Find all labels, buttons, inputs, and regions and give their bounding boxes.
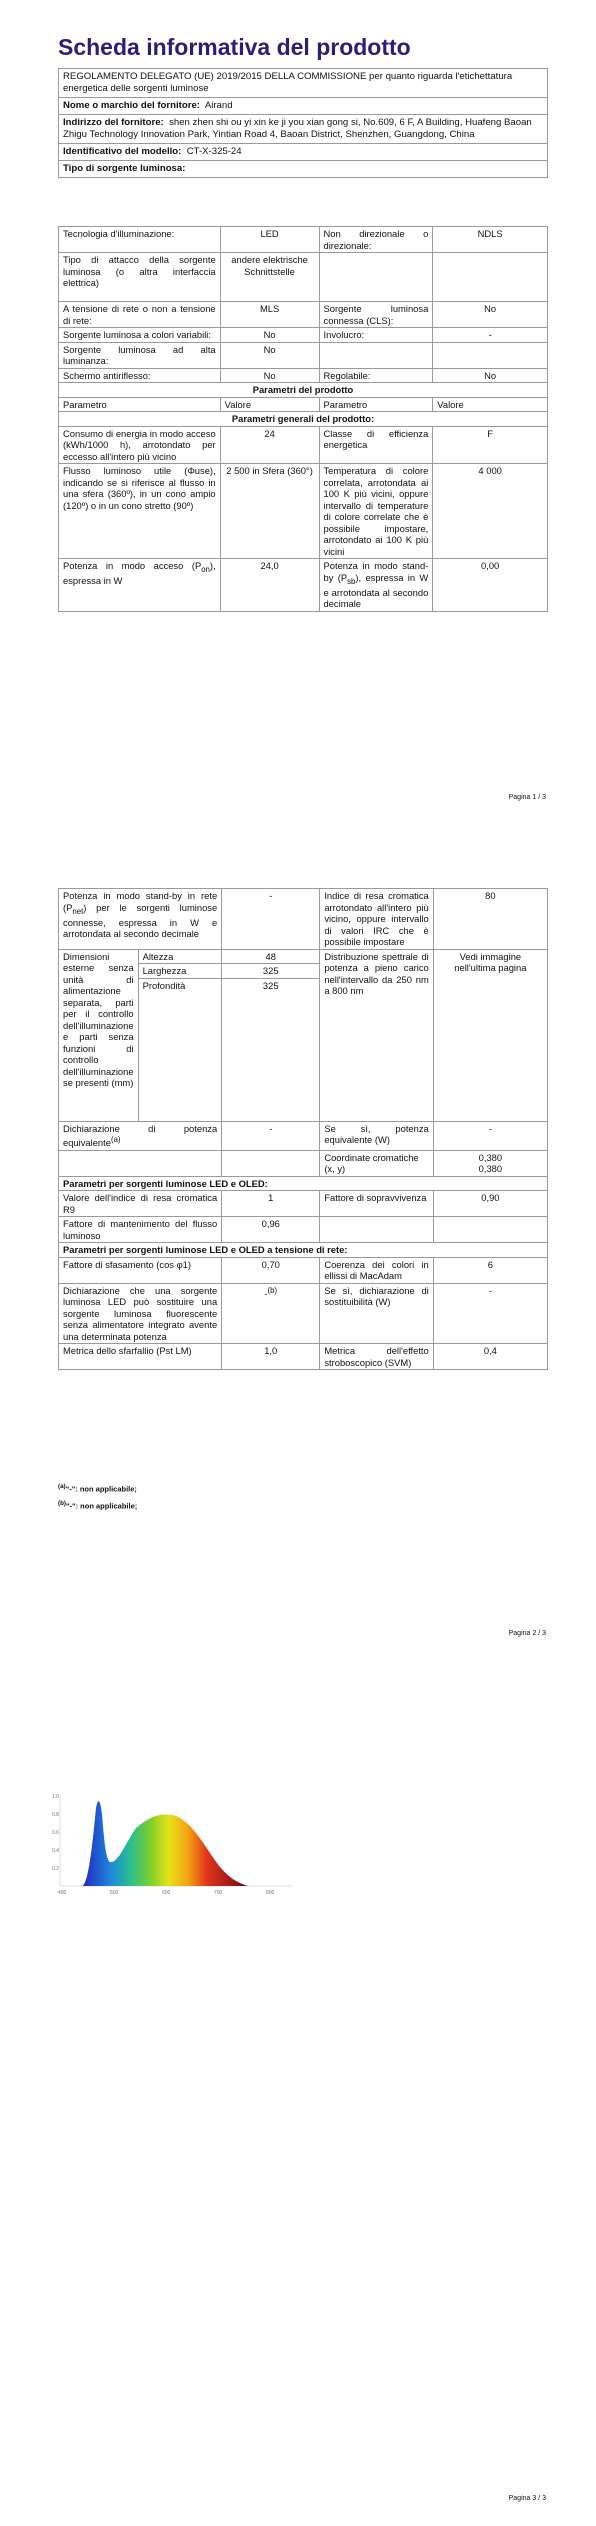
supplier-name: Airand <box>204 100 233 111</box>
page-number: Pagina 3 / 3 <box>508 2495 546 2502</box>
cell: No <box>433 302 548 328</box>
section-title: Parametri per sorgenti luminose LED e OLED a tensione di rete: <box>59 1243 548 1258</box>
cell-text: Potenza in modo acceso (P <box>63 560 202 571</box>
cell: 0,70 <box>222 1257 320 1283</box>
column-header: Parametro <box>319 397 433 412</box>
cell: - <box>433 328 548 343</box>
cell: 4 000 <box>433 464 548 559</box>
cell <box>59 1121 222 1150</box>
cell-text: ) per le sorgenti luminose connesse, espressa in W e arrotondata al secondo decimale <box>63 901 218 940</box>
cell: Fattore di mantenimento del flusso luminoso <box>59 1217 222 1243</box>
table-row <box>59 1121 548 1150</box>
cell: Distribuzione spettrale di potenza a pieno carico nell'intervallo da 250 nm a 800 nm <box>320 949 433 1121</box>
table-row <box>59 1257 548 1283</box>
cell <box>433 1217 547 1243</box>
cell: 48 <box>222 949 320 964</box>
cell: Dichiarazione che una sorgente luminosa LED può sostituire una sorgente luminosa fluorescente senza alimentatore integrato avente una determinata potenza <box>59 1283 222 1344</box>
supplier-address-label: Indirizzo del fornitore: <box>63 117 164 128</box>
cell: 2 500 in Sfera (360°) <box>220 464 319 559</box>
cell: F <box>433 426 548 464</box>
cell: No <box>220 368 319 383</box>
cell: 24 <box>220 426 319 464</box>
cell: LED <box>220 227 319 253</box>
cell-text: Potenza in modo stand-by in rete (P <box>63 890 218 913</box>
x-axis-ticks <box>58 1890 275 1896</box>
spectral-distribution-image <box>52 1790 302 1900</box>
page-1 <box>0 0 596 820</box>
cell-text: Potenza in modo stand-by (P <box>323 560 429 583</box>
table-row <box>59 368 548 383</box>
footnote-b <box>58 1500 137 1511</box>
tick-label: 1.0 <box>52 1794 59 1800</box>
column-header: Valore <box>433 397 548 412</box>
cell: 325 <box>222 964 320 979</box>
cell: A tensione di rete o non a tensione di rete: <box>59 302 221 328</box>
table-row <box>59 1243 548 1258</box>
cell: 325 <box>222 978 320 1121</box>
cell <box>319 559 433 612</box>
header-box <box>58 68 548 178</box>
cell: - <box>222 1121 320 1150</box>
cell: Sorgente luminosa a colori variabili: <box>59 328 221 343</box>
cell: Fattore di sopravvivenza <box>320 1191 433 1217</box>
source-type-label: Tipo di sorgente luminosa: <box>63 163 186 174</box>
cell: Tipo di attacco della sorgente luminosa (o altra interfaccia elettrica) <box>59 253 221 302</box>
subscript: sb <box>347 576 356 586</box>
cell-text: Dichiarazione di potenza equivalente <box>63 1122 218 1149</box>
table-row <box>59 949 548 964</box>
cell-text: ), espressa in W <box>63 560 216 587</box>
supplier-address: shen zhen shi ou yi xin ke ji you xian gong si, No.609, 6 F, A Building, Huafeng Baoan Zhigu Technology Innovation Park, Yintian Road 4, Baoan District, Shenzhen, Guangdong, China <box>63 117 532 140</box>
cell: MLS <box>220 302 319 328</box>
cell: Vedi immagine nell'ultima pagina <box>433 949 547 1121</box>
chromaticity-y: 0,380 <box>478 1163 503 1175</box>
cell <box>59 559 221 612</box>
footnote-mark: (b) <box>58 1500 66 1507</box>
cell: 0,4 <box>433 1344 547 1370</box>
subscript: net <box>72 906 84 916</box>
cell: Temperatura di colore correlata, arrotondata ai 100 K più vicini, oppure intervallo di temperature di colore correlate che è possibile impostare, arrotondato ai 100 K più vicini <box>319 464 433 559</box>
cell <box>222 1150 320 1176</box>
cell: Sorgente luminosa ad alta luminanza: <box>59 342 221 368</box>
tick-label: 700 <box>214 1890 223 1896</box>
footnote-mark: (a) <box>110 1135 121 1144</box>
cell <box>319 253 433 302</box>
cell: Se sì, potenza equivalente (W) <box>320 1121 433 1150</box>
tick-label: 400 <box>58 1890 67 1896</box>
table-header-row <box>59 397 548 412</box>
cell <box>433 1150 547 1176</box>
source-type-row <box>59 161 547 177</box>
cell: 0,96 <box>222 1217 320 1243</box>
page-number: Pagina 1 / 3 <box>508 794 546 801</box>
cell: Valore dell'indice di resa cromatica R9 <box>59 1191 222 1217</box>
table-row <box>59 1344 548 1370</box>
cell: Involucro: <box>319 328 433 343</box>
cell <box>433 342 548 368</box>
tick-label: 800 <box>266 1890 275 1896</box>
section-title: Parametri generali del prodotto: <box>59 412 548 427</box>
cell-text: ), espressa in W e arrotondata al secondo decimale <box>323 571 429 610</box>
cell: Regolabile: <box>319 368 433 383</box>
cell: Profondità <box>138 978 222 1121</box>
table-row <box>59 383 548 398</box>
cell: Classe di efficienza energetica <box>319 426 433 464</box>
cell: Indice di resa cromatica arrotondato all'intero più vicino, oppure intervallo di valori IRC che è possibile impostare <box>320 889 433 950</box>
tick-label: 0.6 <box>52 1830 59 1836</box>
table-row <box>59 1150 548 1176</box>
subscript: on <box>201 564 210 574</box>
tick-label: 500 <box>110 1890 119 1896</box>
cell: 6 <box>433 1257 547 1283</box>
cell: 0,90 <box>433 1191 547 1217</box>
table-row <box>59 302 548 328</box>
spectrum-curve <box>60 1801 248 1886</box>
cell: Larghezza <box>138 964 222 979</box>
cell: No <box>220 342 319 368</box>
supplier-name-row <box>59 98 547 115</box>
table-row <box>59 1283 548 1344</box>
cell: Sorgente luminosa connessa (CLS): <box>319 302 433 328</box>
cell: - <box>433 1121 547 1150</box>
chromaticity-x: 0,380 <box>478 1151 503 1163</box>
table-row <box>59 227 548 253</box>
table-row <box>59 253 548 302</box>
cell: 1,0 <box>222 1344 320 1370</box>
cell: Se sì, dichiarazione di sostituibilità (W) <box>320 1283 433 1344</box>
cell: andere elektrische Schnittstelle <box>220 253 319 302</box>
y-axis-ticks <box>52 1794 60 1886</box>
cell: Consumo di energia in modo acceso (kWh/1000 h), arrotondato per eccesso all'intero più vicino <box>59 426 221 464</box>
section-title: Parametri del prodotto <box>59 383 548 398</box>
cell: Schermo antiriflesso: <box>59 368 221 383</box>
cell: 0,00 <box>433 559 548 612</box>
cell: 24,0 <box>220 559 319 612</box>
cell <box>320 1217 433 1243</box>
tick-label: 0.2 <box>52 1866 59 1872</box>
cell: No <box>220 328 319 343</box>
model-id: CT-X-325-24 <box>186 146 242 157</box>
table-row <box>59 426 548 464</box>
supplier-name-label: Nome o marchio del fornitore: <box>63 100 200 111</box>
table-row <box>59 412 548 427</box>
cell: 1 <box>222 1191 320 1217</box>
dimensions-label: Dimensioni esterne senza unità di alimentazione separata, parti per il controllo dell'illuminazione e parti senza funzioni di controllo dell'illuminazione se presenti (mm) <box>59 949 139 1121</box>
cell <box>59 1150 222 1176</box>
cell: 80 <box>433 889 547 950</box>
document-title: Scheda informativa del prodotto <box>58 34 411 60</box>
table-row <box>59 328 548 343</box>
cell: Metrica dello sfarfallio (Pst LM) <box>59 1344 222 1370</box>
cell: Coerenza dei colori in ellissi di MacAdam <box>320 1257 433 1283</box>
regulation-text: REGOLAMENTO DELEGATO (UE) 2019/2015 DELLA COMMISSIONE per quanto riguarda l'etichettatura energetica delle sorgenti luminose <box>59 69 547 98</box>
params-table-2 <box>58 888 548 1370</box>
cell <box>319 342 433 368</box>
cell: Altezza <box>138 949 222 964</box>
footnote-text: "-": non applicabile; <box>65 1484 137 1494</box>
footnote-a <box>58 1483 137 1494</box>
footnote-mark: (a) <box>58 1483 66 1490</box>
table-row <box>59 1176 548 1191</box>
cell: Non direzionale o direzionale: <box>319 227 433 253</box>
cell <box>433 253 548 302</box>
cell: Coordinate cromatiche (x, y) <box>320 1150 433 1176</box>
cell-text: - <box>264 1287 268 1299</box>
model-label: Identificativo del modello: <box>63 146 182 157</box>
cell: - <box>433 1283 547 1344</box>
cell: Fattore di sfasamento (cos φ1) <box>59 1257 222 1283</box>
tick-label: 0.4 <box>52 1848 59 1854</box>
cell <box>59 889 222 950</box>
footnote-text: "-": non applicabile; <box>65 1501 138 1511</box>
cell: No <box>433 368 548 383</box>
supplier-address-row <box>59 115 547 144</box>
table-row <box>59 889 548 950</box>
section-title: Parametri per sorgenti luminose LED e OLED: <box>59 1176 548 1191</box>
column-header: Valore <box>220 397 319 412</box>
table-row <box>59 1217 548 1243</box>
page-number: Pagina 2 / 3 <box>508 1630 546 1637</box>
cell: - <box>222 889 320 950</box>
table-row <box>59 342 548 368</box>
tick-label: 600 <box>162 1890 171 1896</box>
cell <box>222 1283 320 1344</box>
cell: Metrica dell'effetto stroboscopico (SVM) <box>320 1344 433 1370</box>
model-row <box>59 144 547 161</box>
table-row <box>59 559 548 612</box>
type-table <box>58 226 548 612</box>
footnote-mark: (b) <box>267 1285 278 1295</box>
table-row <box>59 1191 548 1217</box>
tick-label: 0.8 <box>52 1812 59 1818</box>
column-header: Parametro <box>59 397 221 412</box>
cell: NDLS <box>433 227 548 253</box>
cell: Flusso luminoso utile (Φuse), indicando se si riferisce al flusso in una sfera (360º), in un cono ampio (120º) o in un cono stretto (90º) <box>59 464 221 559</box>
cell: Tecnologia d'illuminazione: <box>59 227 221 253</box>
table-row <box>59 464 548 559</box>
page-2 <box>0 870 596 1670</box>
